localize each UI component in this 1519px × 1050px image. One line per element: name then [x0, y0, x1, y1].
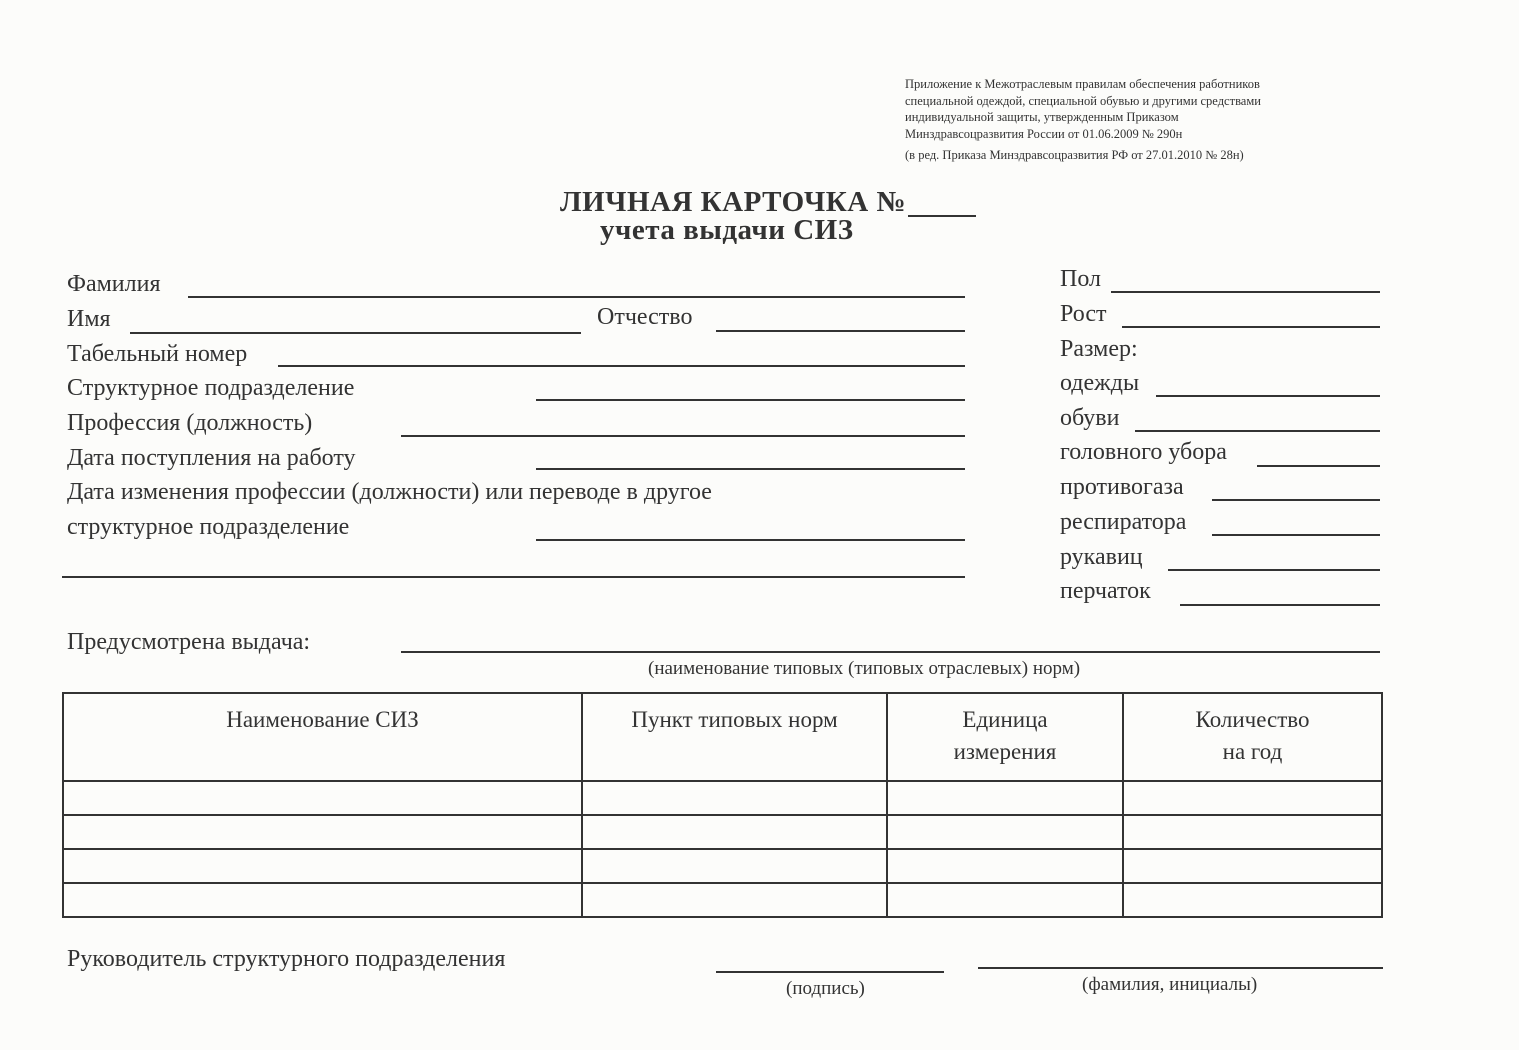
- table-cell[interactable]: [582, 781, 887, 815]
- mittens-size-field[interactable]: [1168, 569, 1380, 571]
- legal-note-line: Приложение к Межотраслевым правилам обеспечения работников: [905, 77, 1260, 91]
- respirator-size-field[interactable]: [1212, 534, 1380, 536]
- col-norm-item: [582, 693, 887, 781]
- clothing-size-field[interactable]: [1156, 395, 1380, 397]
- change-date-field-extra[interactable]: [62, 576, 965, 578]
- patronymic-label: Отчество: [597, 304, 693, 330]
- height-label: Рост: [1060, 301, 1107, 327]
- personnel-number-label: Табельный номер: [67, 341, 248, 367]
- department-field[interactable]: [536, 399, 965, 401]
- legal-note-line: индивидуальной защиты, утвержденным Приказом: [905, 110, 1179, 124]
- profession-field[interactable]: [401, 435, 965, 437]
- col-quantity: [1123, 693, 1382, 781]
- hire-date-field[interactable]: [536, 468, 965, 470]
- card-subtitle: учета выдачи СИЗ: [600, 214, 854, 246]
- signature-caption: (подпись): [786, 978, 865, 999]
- table-cell[interactable]: [63, 883, 582, 917]
- col-siz-name: [63, 693, 582, 781]
- full-name-caption: (фамилия, инициалы): [1082, 974, 1258, 995]
- mittens-size-label: рукавиц: [1060, 544, 1143, 570]
- personnel-number-field[interactable]: [278, 365, 965, 367]
- sex-field[interactable]: [1111, 291, 1380, 293]
- table-cell[interactable]: [887, 849, 1123, 883]
- col-quantity-label: Количество: [1195, 707, 1310, 732]
- col-unit-label-cont: измерения: [953, 739, 1057, 764]
- change-date-field[interactable]: [536, 539, 965, 541]
- table-cell[interactable]: [1123, 883, 1382, 917]
- gas-mask-size-field[interactable]: [1212, 499, 1380, 501]
- table-cell[interactable]: [1123, 815, 1382, 849]
- col-quantity-label-cont: на год: [1222, 739, 1283, 764]
- card-number-line[interactable]: [908, 215, 976, 217]
- manager-label: Руководитель структурного подразделения: [67, 946, 506, 972]
- issuance-field[interactable]: [401, 651, 1380, 653]
- card-title: ЛИЧНАЯ КАРТОЧКА №: [560, 186, 907, 218]
- size-label: Размер:: [1060, 336, 1138, 362]
- legal-note-line: Минздравсоцразвития России от 01.06.2009 № 290н: [905, 126, 1183, 141]
- table-cell[interactable]: [63, 815, 582, 849]
- table-cell[interactable]: [582, 815, 887, 849]
- table-cell[interactable]: [1123, 781, 1382, 815]
- full-name-field[interactable]: [978, 967, 1383, 969]
- table-cell[interactable]: [582, 849, 887, 883]
- headwear-size-field[interactable]: [1257, 465, 1380, 467]
- patronymic-field[interactable]: [716, 330, 965, 332]
- department-label: Структурное подразделение: [67, 375, 355, 401]
- col-siz-name-label: Наименование СИЗ: [226, 707, 419, 732]
- name-field[interactable]: [130, 332, 581, 334]
- shoe-size-label: обуви: [1060, 405, 1120, 431]
- table-cell[interactable]: [1123, 849, 1382, 883]
- table-cell[interactable]: [887, 781, 1123, 815]
- change-date-label-cont: структурное подразделение: [67, 514, 350, 540]
- table-cell[interactable]: [63, 781, 582, 815]
- col-unit-label: Единица: [962, 707, 1048, 732]
- table-cell[interactable]: [63, 849, 582, 883]
- table-row: [63, 883, 1382, 917]
- col-norm-item-label: Пункт типовых норм: [631, 707, 838, 732]
- gloves-size-field[interactable]: [1180, 604, 1380, 606]
- table-cell[interactable]: [582, 883, 887, 917]
- sex-label: Пол: [1060, 266, 1101, 292]
- headwear-size-label: головного убора: [1060, 439, 1227, 465]
- legal-note: [905, 76, 1261, 164]
- table-row: [63, 815, 1382, 849]
- respirator-size-label: респиратора: [1060, 509, 1187, 535]
- table-row: [63, 781, 1382, 815]
- surname-field[interactable]: [188, 296, 965, 298]
- change-date-label: Дата изменения профессии (должности) или переводе в другое: [67, 479, 712, 505]
- gloves-size-label: перчаток: [1060, 578, 1151, 604]
- col-unit: [887, 693, 1123, 781]
- hire-date-label: Дата поступления на работу: [67, 445, 356, 471]
- shoe-size-field[interactable]: [1135, 430, 1380, 432]
- table-cell[interactable]: [887, 883, 1123, 917]
- legal-note-revision: (в ред. Приказа Минздравсоцразвития РФ от 27.01.2010 № 28н): [905, 148, 1244, 162]
- table-header-row: [63, 693, 1382, 781]
- siz-table: [62, 692, 1383, 918]
- height-field[interactable]: [1122, 326, 1380, 328]
- table-cell[interactable]: [887, 815, 1123, 849]
- gas-mask-size-label: противогаза: [1060, 474, 1184, 500]
- profession-label: Профессия (должность): [67, 410, 313, 436]
- issuance-caption: (наименование типовых (типовых отраслевых) норм): [648, 658, 1081, 679]
- surname-label: Фамилия: [67, 271, 161, 297]
- issuance-label: Предусмотрена выдача:: [67, 629, 311, 655]
- name-label: Имя: [67, 306, 111, 332]
- legal-note-line: специальной одеждой, специальной обувью и другими средствами: [905, 93, 1261, 108]
- signature-field[interactable]: [716, 971, 944, 973]
- table-row: [63, 849, 1382, 883]
- clothing-size-label: одежды: [1060, 370, 1140, 396]
